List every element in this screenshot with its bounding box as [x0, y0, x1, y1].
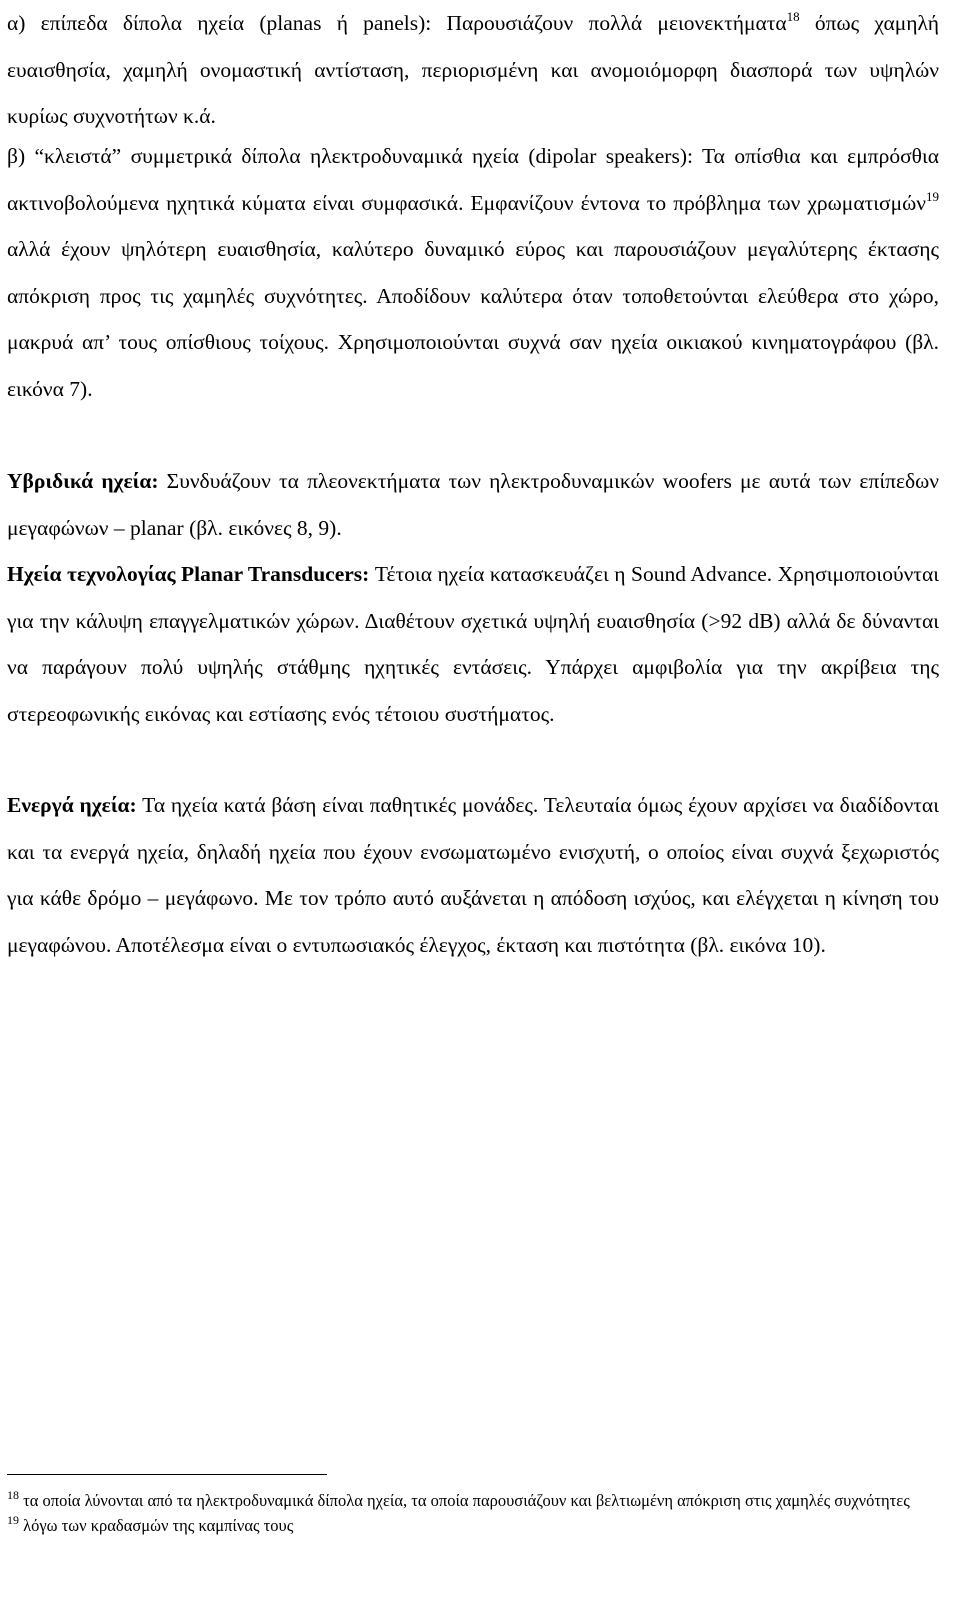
paragraph-hybrid-speakers — [7, 458, 939, 551]
footnote-text: τα οποία λύνονται από τα ηλεκτροδυναμικά δίπολα ηχεία, τα οποία παρουσιάζουν και βελτιωμένη απόκριση στις χαμηλές συχνότητες — [19, 1491, 910, 1510]
paragraph-heading: Ηχεία τεχνολογίας Planar Transducers: — [7, 562, 370, 586]
footnote-18 — [7, 1488, 939, 1513]
paragraph-text: β) “κλειστά” συμμετρικά δίπολα ηλεκτροδυναμικά ηχεία (dipolar speakers): Τα οπίσθια και εμπρόσθια ακτινοβολούμενα ηχητικά κύματα είναι συμφασικά. Εμφανίζουν έντονα το πρόβλημα των χρωματισμών — [7, 144, 939, 215]
paragraph-text-cont: όπως χαμηλή ευαισθησία, χαμηλή ονομαστική αντίσταση, περιορισμένη και ανομοιόμορφη διασπορά των υψηλών κυρίως συχνοτήτων κ.ά. — [7, 11, 939, 128]
footnote-number: 18 — [7, 1488, 19, 1502]
footnote-text: λόγω των κραδασμών της καμπίνας τους — [19, 1516, 294, 1535]
paragraph-planar-dipole — [7, 0, 939, 140]
footnotes — [7, 1488, 939, 1538]
paragraph-text: Συνδυάζουν τα πλεονεκτήματα των ηλεκτροδυναμικών woofers με αυτά των επίπεδων μεγαφώνων – planar (βλ. εικόνες 8, 9). — [7, 469, 939, 540]
paragraph-heading: Υβριδικά ηχεία: — [7, 469, 159, 493]
footnote-number: 19 — [7, 1513, 19, 1527]
paragraph-text: Τέτοια ηχεία κατασκευάζει η Sound Advance. Χρησιμοποιούνται για την κάλυψη επαγγελματικών χώρων. Διαθέτουν σχετικά υψηλή ευαισθησία (>92 dB) αλλά δε δύνανται να παράγουν πολύ υψηλής στάθμης ηχητικές εντάσεις. Υπάρχει αμφιβολία για την ακρίβεια της στερεοφωνικής εικόνας και εστίασης ενός τέτοιου συστήματος. — [7, 562, 939, 726]
footnote-ref-19[interactable]: 19 — [926, 188, 939, 204]
paragraph-text-cont: αλλά έχουν ψηλότερη ευαισθησία, καλύτερο δυναμικό εύρος και παρουσιάζουν μεγαλύτερης έκτασης απόκριση προς τις χαμηλές συχνότητες. Αποδίδουν καλύτερα όταν τοποθετούνται ελεύθερα στο χώρο, μακρυά απ’ τους οπίσθιους τοίχους. Χρησιμοποιούνται συχνά σαν ηχεία οικιακού κινηματογράφου (βλ. εικόνα 7). — [7, 237, 939, 401]
paragraph-planar-transducers — [7, 551, 939, 737]
paragraph-closed-dipole — [7, 133, 939, 412]
footnote-19 — [7, 1513, 939, 1538]
footnote-separator — [7, 1474, 327, 1475]
paragraph-text: Τα ηχεία κατά βάση είναι παθητικές μονάδες. Τελευταία όμως έχουν αρχίσει να διαδίδονται και τα ενεργά ηχεία, δηλαδή ηχεία που έχουν ενσωματωμένο ενισχυτή, ο οποίος είναι συχνά ξεχωριστός για κάθε δρόμο – μεγάφωνο. Με τον τρόπο αυτό αυξάνεται η απόδοση ισχύος, και ελέγχεται η κίνηση του μεγαφώνου. Αποτέλεσμα είναι ο εντυπωσιακός έλεγχος, έκταση και πιστότητα (βλ. εικόνα 10). — [7, 793, 939, 957]
footnote-ref-18[interactable]: 18 — [786, 9, 800, 24]
paragraph-text: α) επίπεδα δίπολα ηχεία (planas ή panels): Παρουσιάζουν πολλά μειονεκτήματα — [7, 11, 787, 35]
paragraph-heading: Ενεργά ηχεία: — [7, 793, 137, 817]
paragraph-active-speakers — [7, 782, 939, 968]
